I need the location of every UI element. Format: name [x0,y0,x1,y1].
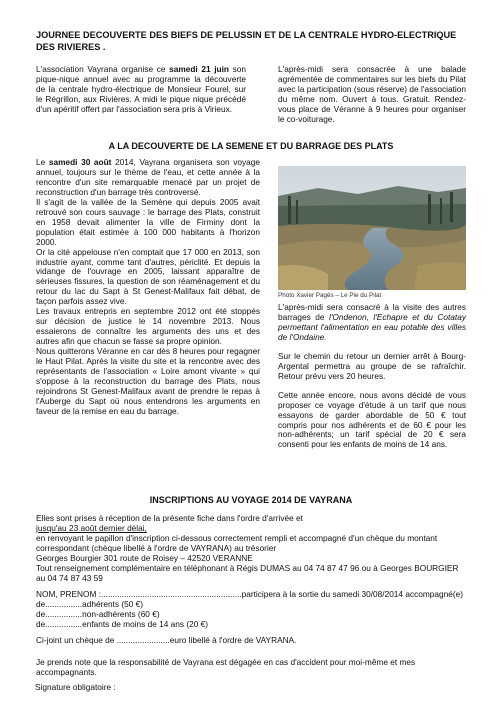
section2-paragraph-1 [36,158,260,198]
section2-p1-a: Le [36,157,49,167]
section2-date: samedi 30 août [48,157,112,167]
form-signature-label: Signature obligatoire : [35,682,116,692]
section-title-inscriptions: INSCRIPTIONS AU VOYAGE 2014 DE VAYRANA [149,495,353,505]
section-title-semene: A LA DECOUVERTE DE LA SEMENE ET DU BARRAGE DES PLATS [108,141,394,151]
intro-left-text-c: son pique-nique annuel avec au programme la découverte de la centrale hydro-électrique de Monsieur Fourel, sur le Régrillon, aux Rivières. A midi le pique nique précédé d'un apéritif offert par l'association sera pris à Virieux. [36,64,246,114]
section2-right-column [278,303,466,450]
section2-r1-b: l'Ondenon, l'Echapre et du Cotatay permettant l'alimentation en eau potable des villes de l'Ondaine. [278,311,466,342]
section2-paragraph-4: Les travaux entrepris en septembre 2012 ont été stoppés sur décision de justice le 14 novembre 2013. Nous essaierons de connaître les arguments des uns et des autres afin que chacun se fasse sa propre opinion. [36,306,260,347]
inscriptions-contact: Tout renseignement complémentaire en téléphonant à Régis DUMAS au 04 74 87 47 96 ou à Georges BOURGIER au 04 74 87 43 59 [36,562,459,583]
section2-right-paragraph-1 [278,303,466,343]
section2-right-paragraph-2: Sur le chemin du retour un dernier arrêt à Bourg-Argental permettra au groupe de se rafraîchir. Retour prévu vers 20 heures. [278,350,466,381]
section2-paragraph-2: Il s'agit de la vallée de la Semène qui depuis 2005 avait retrouvé son cours sauvage : le barrage des Plats, construit en 1958 devait alimenter la ville de Firminy dont la population était estimée à 100 000 habitants à l'horizon 2000. [36,196,260,247]
inscriptions-deadline-text: jusqu'au 23 août dernier délai, [36,522,147,533]
inscriptions-instructions [36,514,466,584]
photo-caption: Photo Xavier Pagès – Le Pie du Pilat [278,292,382,299]
inscriptions-line-3: en renvoyant le papillon d'inscription ci-dessous correctement rempli et accompagné d'un chèque du montant correspondant (chèque libellé à l'ordre de VAYRANA) au trésorier [36,532,438,553]
inscriptions-treasurer-address: Georges Bourgier 301 route de Roisey – 42520 VERANNE [36,552,253,563]
form-responsibility-note: Je prends note que la responsabilité de Vayrana est dégagée en cas d'accident pour moi-même et mes accompagnants. [36,657,416,677]
inscriptions-line-1: Elles sont prises à réception de la présente fiche dans l'ordre d'arrivée et [36,513,303,523]
river-photo [278,166,466,290]
form-non-adherents-line: de................non-adhérents (60 €) [36,608,160,619]
section2-paragraph-5: Nous quitterons Véranne en car dès 8 heures pour regagner le Haut Pilat. Après la visite du site et la rencontre avec des représentants de l'association « Loire amont vivante » qui s'oppose à la reconstruction du barrage des Plats, nous rejoindrons St Genest-Malifaux avant de prendre le repas à l'Auberge du Sapt où nous entendrons les arguments en faveur de la remise en eau du barrage. [36,346,260,416]
intro-right-column: L'après-midi sera consacrée à une balade agrémentée de commentaires sur les biefs du Pilat avec la participation (sous réserve) de l'association du même nom. Ouvert à tous. Gratuit. Rendez-vous place de Véranne à 9 heures pour organiser le co-voiturage. [278,64,466,124]
intro-left-date: samedi 21 juin [169,64,229,74]
intro-left-text-a: L'association Vayrana organise ce [36,64,170,74]
intro-left-column [36,65,246,115]
section2-right-paragraph-3: Cette année encore, nous avons décidé de vous proposer ce voyage d'étude à un tarif que nous essayons de garder abordable de 50 € tout compris pour nos adhérents et de 60 € pour les non-adhérents; un tarif spécial de 20 € sera consenti pour les enfants de moins de 14 ans. [278,389,466,450]
form-name-line: NOM, PRENOM :.............................................................participera à la sortie du samedi 30/08/2014 accompagné(e) [36,589,463,599]
registration-form [36,590,466,630]
section2-p1-c: 2014, Vayrana organisera son voyage annuel, toujours sur le thème de l'eau, et cette année à la rencontre d'un site remarquable menacé par un projet de reconstruction d'un barrage très controversé. [36,157,260,197]
page-title: JOURNEE DECOUVERTE DES BIEFS DE PELUSSIN ET DE LA CENTRALE HYDRO-ELECTRIQUE DES RIVIERES . [36,30,457,52]
form-children-line: de................enfants de moins de 14 ans (20 €) [36,618,209,629]
form-adherents-line: de................adhérents (50 €) [36,598,143,609]
section2-paragraph-3: Or la cité appelouse n'en comptait que 17 000 en 2013, son industrie ayant, comme tant d'autres, périclité. Et depuis la vidange de l'ouvrage en 2005, laissant apparaître de sérieuses fissures, la question de son réaménagement et du retour du lac du Sapt à St Genest-Malifaux fait débat, de façon parfois assez vive. [36,246,260,307]
section2-r1-a: L'après-midi sera consacré à la visite des autres barrages de [278,302,466,322]
section2-left-column [36,158,260,417]
form-cheque-line: Ci-joint un chèque de .......................euro libellé à l'ordre de VAYRANA. [36,635,297,645]
